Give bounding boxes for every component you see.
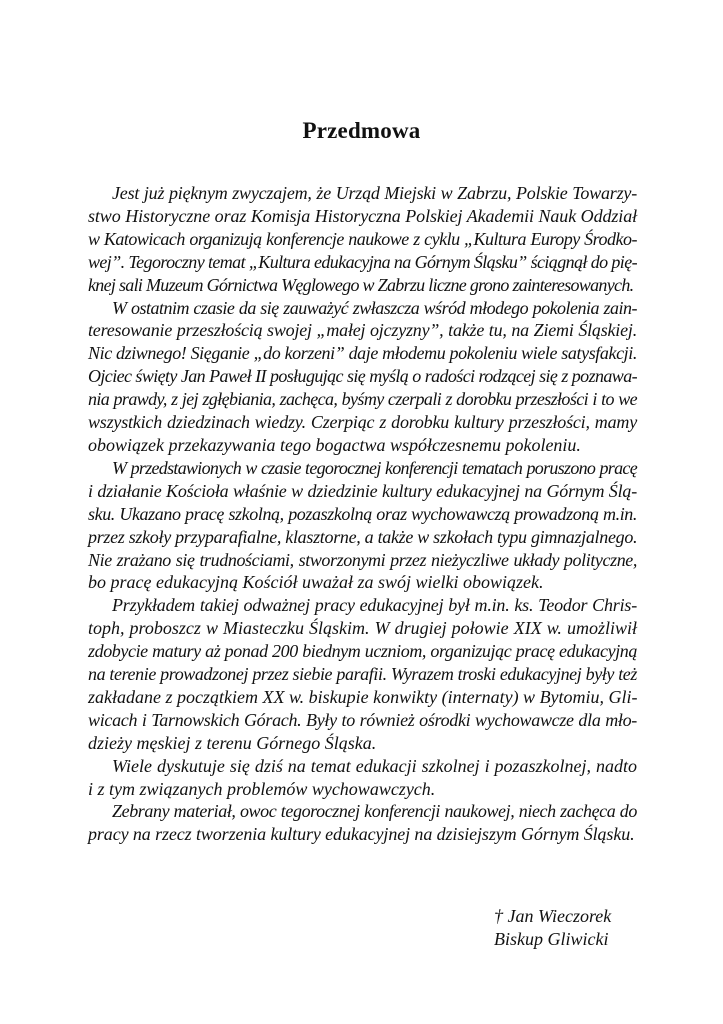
text-line: W ostatnim czasie da się zauważyć zwłaszcza wśród młodego pokolenia zain- bbox=[112, 297, 637, 318]
text-line: sku. Ukazano pracę szkolną, pozaszkolną oraz wychowawczą prowadzoną m.in. bbox=[88, 503, 637, 524]
paragraph bbox=[88, 457, 637, 594]
text-line: obowiązek przekazywania tego bogactwa współczesnemu pokoleniu. bbox=[88, 434, 581, 455]
signature-role: Biskup Gliwicki bbox=[494, 928, 609, 949]
text-line: Jest już pięknym zwyczajem, że Urząd Miejski w Zabrzu, Polskie Towarzy- bbox=[112, 183, 637, 203]
text-line: na terenie prowadzonej przez siebie parafii. Wyrazem troski edukacyjnej były też bbox=[88, 664, 637, 685]
signature-name: † Jan Wieczorek bbox=[494, 906, 612, 926]
text-line: i z tym związanych problemów wychowawczych. bbox=[88, 778, 436, 799]
text-line: stwo Historyczne oraz Komisja Historyczna Polskiej Akademii Nauk Oddział bbox=[88, 205, 637, 226]
text-line: przez szkoły przyparafialne, klasztorne, a także w szkołach typu gimnazjalnego. bbox=[88, 526, 638, 547]
preface-body bbox=[88, 182, 637, 846]
signature-block bbox=[494, 905, 611, 950]
text-line: Nic dziwnego! Sięganie „do korzeni” daje młodemu pokoleniu wiele satysfakcji. bbox=[88, 343, 637, 364]
text-line: teresowanie przeszłością swojej „małej ojczyzny”, także tu, na Ziemi Śląskiej. bbox=[88, 320, 637, 341]
paragraph bbox=[88, 182, 637, 297]
paragraph bbox=[88, 297, 637, 457]
text-line: wej”. Tegoroczny temat „Kultura edukacyjna na Górnym Śląsku” ściągnął do pię- bbox=[88, 251, 637, 272]
text-line: zakładane z początkiem XX w. biskupie konwikty (internaty) w Bytomiu, Gli- bbox=[88, 686, 638, 707]
text-line: nia prawdy, z jej zgłębiania, zachęca, byśmy czerpali z dorobku przeszłości i to we bbox=[88, 389, 637, 410]
text-line: toph, proboszcz w Miasteczku Śląskim. W drugiej połowie XIX w. umożliwił bbox=[88, 618, 637, 639]
paragraph bbox=[88, 755, 637, 801]
text-line: Wiele dyskutuje się dziś na temat edukacji szkolnej i pozaszkolnej, nadto bbox=[112, 755, 637, 776]
text-line: zdobycie matury aż ponad 200 biednym uczniom, organizując pracę edukacyjną bbox=[88, 641, 637, 662]
paragraph bbox=[88, 594, 637, 754]
text-line: i działanie Kościoła właśnie w dziedzinie kultury edukacyjnej na Górnym Ślą- bbox=[88, 480, 637, 501]
page-title: Przedmowa bbox=[302, 118, 421, 143]
text-line: w Katowicach organizują konferencje naukowe z cyklu „Kultura Europy Środko- bbox=[88, 228, 637, 249]
text-line: knej sali Muzeum Górnictwa Węglowego w Zabrzu liczne grono zainteresowanych. bbox=[88, 274, 634, 295]
text-line: Nie zrażano się trudnościami, stworzonymi przez nieżyczliwe układy polityczne, bbox=[88, 549, 637, 570]
text-line: pracy na rzecz tworzenia kultury edukacyjnej na dzisiejszym Górnym Śląsku. bbox=[88, 824, 635, 845]
text-line: bo pracę edukacyjną Kościół uważał za swój wielki obowiązek. bbox=[88, 572, 544, 593]
text-line: Przykładem takiej odważnej pracy edukacyjnej był m.in. ks. Teodor Chris- bbox=[112, 595, 637, 616]
text-line: W przedstawionych w czasie tegorocznej konferencji tematach poruszono pracę bbox=[112, 457, 637, 478]
text-line: wicach i Tarnowskich Górach. Były to również ośrodki wychowawcze dla mło- bbox=[88, 709, 637, 730]
text-line: wszystkich dziedzinach wiedzy. Czerpiąc z dorobku kultury przeszłości, mamy bbox=[88, 412, 637, 433]
text-line: Zebrany materiał, owoc tegorocznej konferencji naukowej, niech zachęca do bbox=[112, 801, 637, 822]
text-line: Ojciec święty Jan Paweł II posługując się myślą o radości rodzącej się z poznawa- bbox=[88, 366, 637, 387]
text-line: dzieży męskiej z terenu Górnego Śląska. bbox=[88, 732, 377, 753]
paragraph bbox=[88, 800, 637, 846]
